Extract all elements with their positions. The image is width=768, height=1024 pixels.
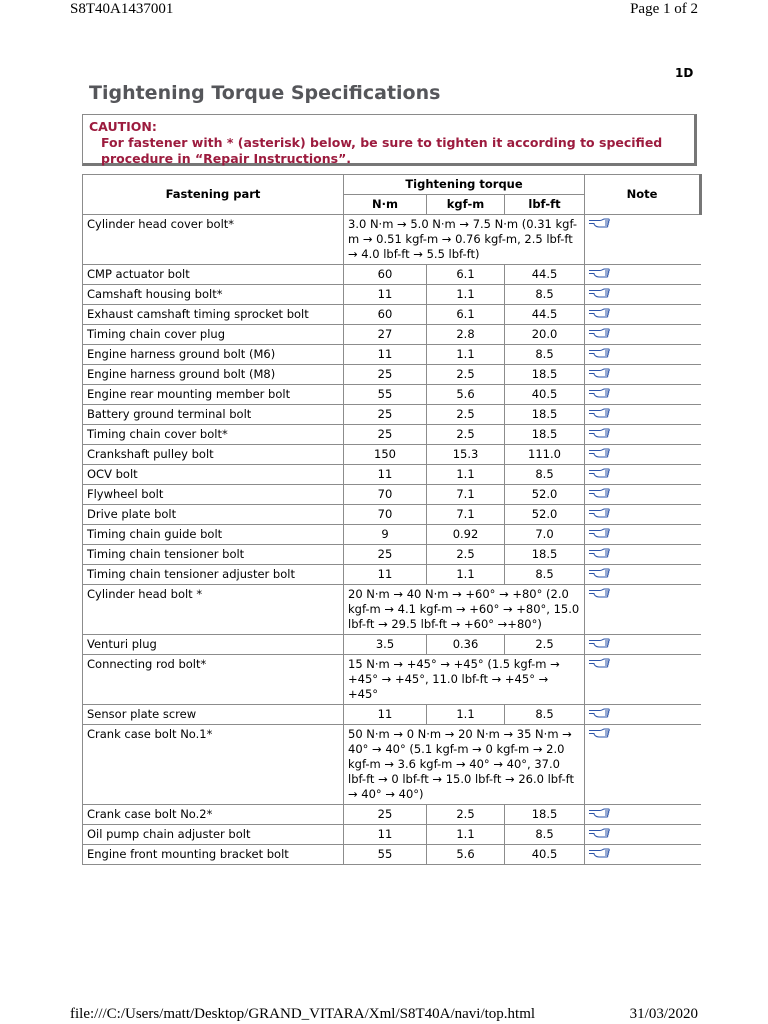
- print-header: [0, 0, 768, 22]
- fastening-part: Timing chain tensioner bolt: [83, 545, 344, 565]
- torque-nm: 25: [344, 545, 427, 565]
- torque-lbfft: 18.5: [505, 545, 585, 565]
- pointing-hand-icon[interactable]: [588, 327, 610, 338]
- pointing-hand-icon[interactable]: [588, 507, 610, 518]
- pointing-hand-icon[interactable]: [588, 367, 610, 378]
- page-number: Page 1 of 2: [630, 1, 698, 17]
- table-row: [83, 565, 701, 585]
- note-cell[interactable]: [585, 365, 701, 385]
- pointing-hand-icon[interactable]: [588, 287, 610, 298]
- pointing-hand-icon[interactable]: [588, 467, 610, 478]
- torque-nm: 150: [344, 445, 427, 465]
- torque-lbfft: 18.5: [505, 405, 585, 425]
- fastening-part: Sensor plate screw: [83, 705, 344, 725]
- pointing-hand-icon[interactable]: [588, 447, 610, 458]
- print-date: 31/03/2020: [629, 1006, 698, 1022]
- table-row: [83, 305, 701, 325]
- torque-nm: 11: [344, 565, 427, 585]
- torque-kgfm: 2.5: [427, 425, 505, 445]
- page-title: Tightening Torque Specifications: [89, 82, 441, 104]
- torque-nm: 25: [344, 425, 427, 445]
- torque-lbfft: 8.5: [505, 345, 585, 365]
- fastening-part: Engine front mounting bracket bolt: [83, 845, 344, 865]
- file-path: file:///C:/Users/matt/Desktop/GRAND_VITARA/Xml/S8T40A/navi/top.html: [70, 1006, 536, 1022]
- pointing-hand-icon[interactable]: [588, 267, 610, 278]
- torque-lbfft: 8.5: [505, 825, 585, 845]
- table-row: [83, 425, 701, 445]
- torque-lbfft: 52.0: [505, 485, 585, 505]
- note-cell[interactable]: [585, 505, 701, 525]
- table-row: [83, 215, 701, 265]
- torque-nm: 60: [344, 265, 427, 285]
- fastening-part: Engine harness ground bolt (M6): [83, 345, 344, 365]
- table-row: [83, 845, 701, 865]
- torque-nm: 9: [344, 525, 427, 545]
- torque-nm: 11: [344, 345, 427, 365]
- note-cell[interactable]: [585, 345, 701, 365]
- table-row: [83, 525, 701, 545]
- torque-nm: 11: [344, 285, 427, 305]
- torque-lbfft: 18.5: [505, 425, 585, 445]
- torque-lbfft: 8.5: [505, 285, 585, 305]
- torque-nm: 70: [344, 485, 427, 505]
- fastening-part: Drive plate bolt: [83, 505, 344, 525]
- note-cell[interactable]: [585, 305, 701, 325]
- header-kgfm: kgf-m: [427, 195, 505, 215]
- note-cell[interactable]: [585, 215, 701, 265]
- print-footer: [0, 1004, 768, 1024]
- table-row: [83, 405, 701, 425]
- torque-kgfm: 2.5: [427, 805, 505, 825]
- torque-nm: 25: [344, 405, 427, 425]
- torque-kgfm: 2.5: [427, 365, 505, 385]
- fastening-part: Crank case bolt No.2*: [83, 805, 344, 825]
- tightening-procedure: 3.0 N·m → 5.0 N·m → 7.5 N·m (0.31 kgf-m → 0.51 kgf-m → 0.76 kgf-m, 2.5 lbf-ft → 4.0 lbf-ft → 5.5 lbf-ft): [344, 215, 585, 265]
- torque-kgfm: 2.5: [427, 545, 505, 565]
- table-row: [83, 445, 701, 465]
- note-cell[interactable]: [585, 445, 701, 465]
- table-row: [83, 265, 701, 285]
- torque-kgfm: 1.1: [427, 565, 505, 585]
- torque-nm: 25: [344, 365, 427, 385]
- torque-lbfft: 111.0: [505, 445, 585, 465]
- note-cell[interactable]: [585, 525, 701, 545]
- fastening-part: Camshaft housing bolt*: [83, 285, 344, 305]
- pointing-hand-icon[interactable]: [588, 847, 610, 858]
- torque-lbfft: 8.5: [505, 705, 585, 725]
- fastening-part: Crankshaft pulley bolt: [83, 445, 344, 465]
- pointing-hand-icon[interactable]: [588, 707, 610, 718]
- pointing-hand-icon[interactable]: [588, 807, 610, 818]
- note-cell[interactable]: [585, 635, 701, 655]
- torque-kgfm: 5.6: [427, 385, 505, 405]
- fastening-part: Crank case bolt No.1*: [83, 725, 344, 805]
- table-row: [83, 385, 701, 405]
- torque-lbfft: 18.5: [505, 805, 585, 825]
- torque-kgfm: 6.1: [427, 265, 505, 285]
- torque-lbfft: 40.5: [505, 845, 585, 865]
- pointing-hand-icon[interactable]: [588, 387, 610, 398]
- fastening-part: Exhaust camshaft timing sprocket bolt: [83, 305, 344, 325]
- note-cell[interactable]: [585, 655, 701, 705]
- torque-kgfm: 2.5: [427, 405, 505, 425]
- document-id: S8T40A1437001: [70, 1, 174, 17]
- tightening-procedure: 20 N·m → 40 N·m → +60° → +80° (2.0 kgf-m → 4.1 kgf-m → +60° → +80°, 15.0 lbf-ft → 29.5 lbf-ft → +60° →+80°): [344, 585, 585, 635]
- pointing-hand-icon[interactable]: [588, 307, 610, 318]
- torque-kgfm: 7.1: [427, 505, 505, 525]
- pointing-hand-icon[interactable]: [588, 727, 610, 738]
- table-row: [83, 705, 701, 725]
- table-row: [83, 345, 701, 365]
- note-cell[interactable]: [585, 565, 701, 585]
- pointing-hand-icon[interactable]: [588, 587, 610, 598]
- torque-nm: 55: [344, 845, 427, 865]
- torque-kgfm: 15.3: [427, 445, 505, 465]
- torque-nm: 11: [344, 705, 427, 725]
- pointing-hand-icon[interactable]: [588, 827, 610, 838]
- note-cell[interactable]: [585, 385, 701, 405]
- torque-kgfm: 1.1: [427, 465, 505, 485]
- note-cell[interactable]: [585, 285, 701, 305]
- fastening-part: Oil pump chain adjuster bolt: [83, 825, 344, 845]
- fastening-part: Engine harness ground bolt (M8): [83, 365, 344, 385]
- note-cell[interactable]: [585, 825, 701, 845]
- table-header-row: [83, 175, 701, 195]
- pointing-hand-icon[interactable]: [588, 527, 610, 538]
- table-body: [83, 215, 701, 865]
- fastening-part: Timing chain guide bolt: [83, 525, 344, 545]
- table-row: [83, 505, 701, 525]
- pointing-hand-icon[interactable]: [588, 567, 610, 578]
- fastening-part: Venturi plug: [83, 635, 344, 655]
- table-row: [83, 365, 701, 385]
- pointing-hand-icon[interactable]: [588, 217, 610, 228]
- fastening-part: Timing chain cover plug: [83, 325, 344, 345]
- fastening-part: Battery ground terminal bolt: [83, 405, 344, 425]
- fastening-part: Timing chain cover bolt*: [83, 425, 344, 445]
- torque-nm: 3.5: [344, 635, 427, 655]
- table-row: [83, 545, 701, 565]
- tightening-procedure: 15 N·m → +45° → +45° (1.5 kgf-m → +45° → +45°, 11.0 lbf-ft → +45° → +45°: [344, 655, 585, 705]
- table-row: [83, 725, 701, 805]
- caution-box: [82, 114, 697, 166]
- pointing-hand-icon[interactable]: [588, 637, 610, 648]
- header-tightening-torque: Tightening torque: [344, 175, 585, 195]
- torque-lbfft: 40.5: [505, 385, 585, 405]
- note-cell[interactable]: [585, 845, 701, 865]
- table-row: [83, 805, 701, 825]
- note-cell[interactable]: [585, 545, 701, 565]
- header-fastening-part: Fastening part: [83, 175, 344, 215]
- torque-kgfm: 1.1: [427, 825, 505, 845]
- table-row: [83, 585, 701, 635]
- header-nm: N·m: [344, 195, 427, 215]
- note-cell[interactable]: [585, 405, 701, 425]
- torque-kgfm: 5.6: [427, 845, 505, 865]
- table-row: [83, 655, 701, 705]
- header-lbfft: lbf-ft: [505, 195, 585, 215]
- torque-nm: 60: [344, 305, 427, 325]
- fastening-part: Engine rear mounting member bolt: [83, 385, 344, 405]
- table-row: [83, 635, 701, 655]
- fastening-part: Cylinder head cover bolt*: [83, 215, 344, 265]
- pointing-hand-icon[interactable]: [588, 407, 610, 418]
- table-row: [83, 325, 701, 345]
- table-row: [83, 285, 701, 305]
- tightening-procedure: 50 N·m → 0 N·m → 20 N·m → 35 N·m → 40° → 40° (5.1 kgf-m → 0 kgf-m → 2.0 kgf-m → 3.6 kgf-m → 40° → 40°, 37.0 lbf-ft → 0 lbf-ft → 15.0 lbf-ft → 26.0 lbf-ft → 40° → 40°): [344, 725, 585, 805]
- note-cell[interactable]: [585, 585, 701, 635]
- note-cell[interactable]: [585, 485, 701, 505]
- torque-lbfft: 20.0: [505, 325, 585, 345]
- caution-text: For fastener with * (asterisk) below, be sure to tighten it according to specified procedure in “Repair Instructions”.: [101, 135, 663, 166]
- torque-nm: 11: [344, 465, 427, 485]
- fastening-part: Connecting rod bolt*: [83, 655, 344, 705]
- torque-kgfm: 6.1: [427, 305, 505, 325]
- pointing-hand-icon[interactable]: [588, 347, 610, 358]
- note-cell[interactable]: [585, 465, 701, 485]
- torque-kgfm: 2.8: [427, 325, 505, 345]
- torque-lbfft: 18.5: [505, 365, 585, 385]
- torque-lbfft: 2.5: [505, 635, 585, 655]
- torque-kgfm: 1.1: [427, 345, 505, 365]
- fastening-part: Cylinder head bolt *: [83, 585, 344, 635]
- torque-kgfm: 7.1: [427, 485, 505, 505]
- pointing-hand-icon[interactable]: [588, 427, 610, 438]
- table-row: [83, 825, 701, 845]
- pointing-hand-icon[interactable]: [588, 547, 610, 558]
- pointing-hand-icon[interactable]: [588, 487, 610, 498]
- fastening-part: CMP actuator bolt: [83, 265, 344, 285]
- caution-label: CAUTION:: [89, 119, 157, 134]
- torque-kgfm: 0.36: [427, 635, 505, 655]
- torque-table: [82, 174, 702, 865]
- torque-kgfm: 0.92: [427, 525, 505, 545]
- note-cell[interactable]: [585, 265, 701, 285]
- note-cell[interactable]: [585, 805, 701, 825]
- fastening-part: OCV bolt: [83, 465, 344, 485]
- torque-nm: 25: [344, 805, 427, 825]
- torque-nm: 27: [344, 325, 427, 345]
- torque-lbfft: 8.5: [505, 565, 585, 585]
- torque-kgfm: 1.1: [427, 285, 505, 305]
- table-row: [83, 485, 701, 505]
- pointing-hand-icon[interactable]: [588, 657, 610, 668]
- torque-lbfft: 8.5: [505, 465, 585, 485]
- note-cell[interactable]: [585, 325, 701, 345]
- note-cell[interactable]: [585, 725, 701, 805]
- fastening-part: Timing chain tensioner adjuster bolt: [83, 565, 344, 585]
- header-note: Note: [585, 175, 701, 215]
- torque-kgfm: 1.1: [427, 705, 505, 725]
- torque-nm: 55: [344, 385, 427, 405]
- torque-nm: 11: [344, 825, 427, 845]
- torque-lbfft: 44.5: [505, 305, 585, 325]
- note-cell[interactable]: [585, 705, 701, 725]
- torque-lbfft: 7.0: [505, 525, 585, 545]
- fastening-part: Flywheel bolt: [83, 485, 344, 505]
- torque-lbfft: 52.0: [505, 505, 585, 525]
- section-code: 1D: [675, 66, 694, 80]
- table-row: [83, 465, 701, 485]
- note-cell[interactable]: [585, 425, 701, 445]
- torque-nm: 70: [344, 505, 427, 525]
- torque-lbfft: 44.5: [505, 265, 585, 285]
